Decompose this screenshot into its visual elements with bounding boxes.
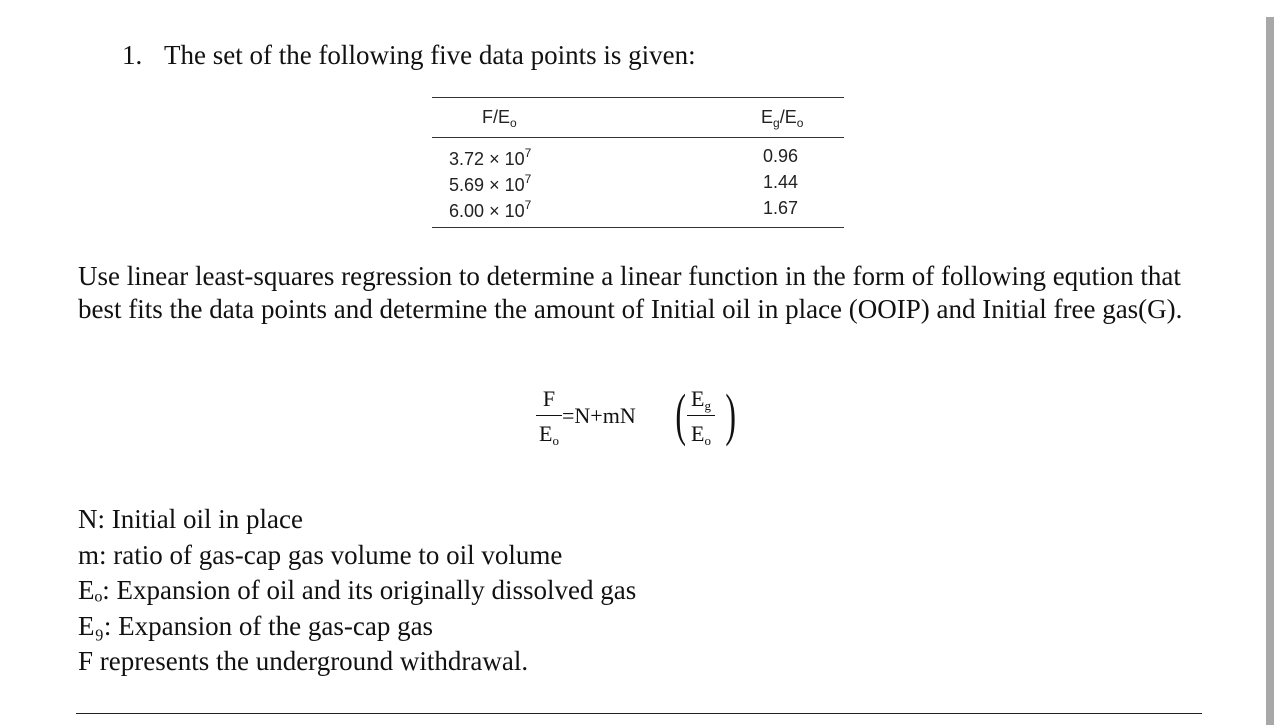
eg-over-eo-value: 1.67 <box>763 198 799 218</box>
eg-over-eo-value: 0.96 <box>763 146 799 166</box>
f-over-eo-value: $3.72 \times 10^7$ <box>449 146 532 169</box>
table-row <box>432 146 844 172</box>
left-paren: ( <box>675 382 686 447</box>
f-over-eo-value: $6.00 \times 10^7$ <box>449 198 532 221</box>
question-text: The set of the following five data points is given: <box>164 40 696 70</box>
equation-middle: =N+mN <box>562 403 636 428</box>
header-eg-over-eo: $E_g/E_o$ <box>761 107 804 130</box>
question-number: 1. <box>122 40 143 70</box>
table-header <box>432 98 844 138</box>
table-body <box>432 138 844 227</box>
f-over-eo-value: $5.69 \times 10^7$ <box>449 172 532 195</box>
definition-eg: E₉: Expansion of the gas-cap gas <box>78 610 434 641</box>
data-table <box>432 97 844 228</box>
definition-m: m: ratio of gas-cap gas volume to oil volume <box>78 539 563 570</box>
definition-f: F represents the underground withdrawal. <box>78 646 529 676</box>
header-f-over-eo: $F/E_o$ <box>482 107 517 130</box>
right-paren: ) <box>725 382 736 447</box>
page-divider <box>76 713 1202 714</box>
table-row <box>432 172 844 198</box>
instruction-paragraph: Use linear least-squares regression to determine a linear function in the form of following eqution that best fits the data points and determine the amount of Initial oil in place (OOIP) and Initial free gas(G). <box>78 261 1183 324</box>
definition-n: N: Initial oil in place <box>78 504 303 534</box>
table-row <box>432 198 844 224</box>
definitions-list <box>78 502 636 680</box>
question-line <box>122 40 696 71</box>
material-balance-equation: F Eo =N+mN ( Eg Eo ) <box>528 384 748 450</box>
definition-eo: Eₒ: Expansion of oil and its originally dissolved gas <box>78 575 637 605</box>
eg-over-eo-value: 1.44 <box>763 172 799 192</box>
vertical-scrollbar[interactable] <box>1266 17 1274 725</box>
